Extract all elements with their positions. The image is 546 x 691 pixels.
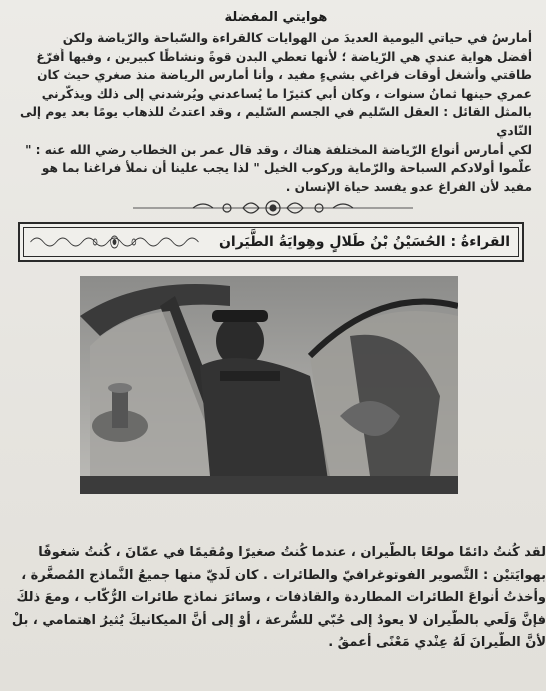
essay-section (20, 10, 532, 196)
story-line: لقد كُنتُ دائمًا مولعًا بالطَّيران ، عندما كُنتُ صغيرًا ومُقيمًا في عمّانَ ، كُنتُ شغوفًا (38, 545, 546, 560)
divider-ornament (28, 196, 518, 220)
essay-line: أفضل هواية عندي هي الرّياضة ؛ لأنها تعطي البدن قوةً ونشاطًا كبيرين ، وفيها أُفرّغ (36, 49, 532, 64)
story-line: بهوايَتيْن : التَّصوير الفوتوغرافيّ والطائرات . كان لَديّ منها جميعُ النَّماذج المُصغَّرة ، (21, 567, 546, 583)
pilot-in-cockpit-image (80, 276, 458, 494)
floral-divider-icon (123, 197, 423, 219)
story-line: فإنَّ وَلَعي بالطَّيران لا يعودُ إلى حُبّي للسُّرعة ، أوْ إلى أنَّ الميكانيكَ يُثيرُ اهتمامي ، بلْ (11, 612, 546, 628)
essay-line: أمارسُ في حياتي اليومية العديدَ من الهوايات كالقراءة والسّباحة والرّياضة ولكن (62, 31, 532, 45)
essay-line: طاقتي وأشغل أوقات فراغي بشيءٍ مفيد ، وأنا أمارس الرياضة منذ صغري حيث كان (37, 68, 532, 83)
story-line: وأخذتُ أنواعَ الطائرات المطاردة والقاذفات ، وسائرَ نماذج طائرات الرُّكّاب ، ومعَ ذلكَ (16, 590, 546, 605)
essay-line: لكي أمارس أنواع الرّياضة المختلفة هناك ، وقد قال عمر بن الخطاب رضي الله عنه : " (25, 142, 532, 157)
lesson-ornament-icon (24, 232, 205, 252)
story-line: لأنَّ الطَّيرانَ لَهُ عِنْدي مَعْنًى أعمقُ . (328, 635, 546, 650)
essay-title: هوايتي المفضلة (224, 10, 328, 25)
cockpit-photo (80, 276, 458, 494)
essay-body (20, 29, 532, 196)
story-body (6, 542, 546, 655)
lesson-title: القراءةُ : الحُسَيْنُ بْنُ طَلالٍ وهِوايَةُ الطَّيَران (218, 234, 510, 250)
story-section (6, 542, 546, 655)
essay-line: مفيد لأن الفراغ عدو يفسد حياة الإنسان . (285, 179, 532, 194)
lesson-title-box (18, 222, 524, 262)
essay-line: عمري حينها ثمانُ سنوات ، وكان أبي كثيرًا ما يُساعدني ويُرشدني إلى ذلك ويذكّرني (41, 86, 532, 101)
essay-line: علّموا أولادكم السباحة والرّماية وركوب الخيل " لذا يجب علينا أن نملأ فراغنا بما هو (41, 161, 532, 176)
essay-line: بالمثل القائل : العقل السّليم في الجسم السّليم ، وقد اعتدتُ للذهاب يومًا بعد يوم إلى النّادي (20, 105, 532, 138)
